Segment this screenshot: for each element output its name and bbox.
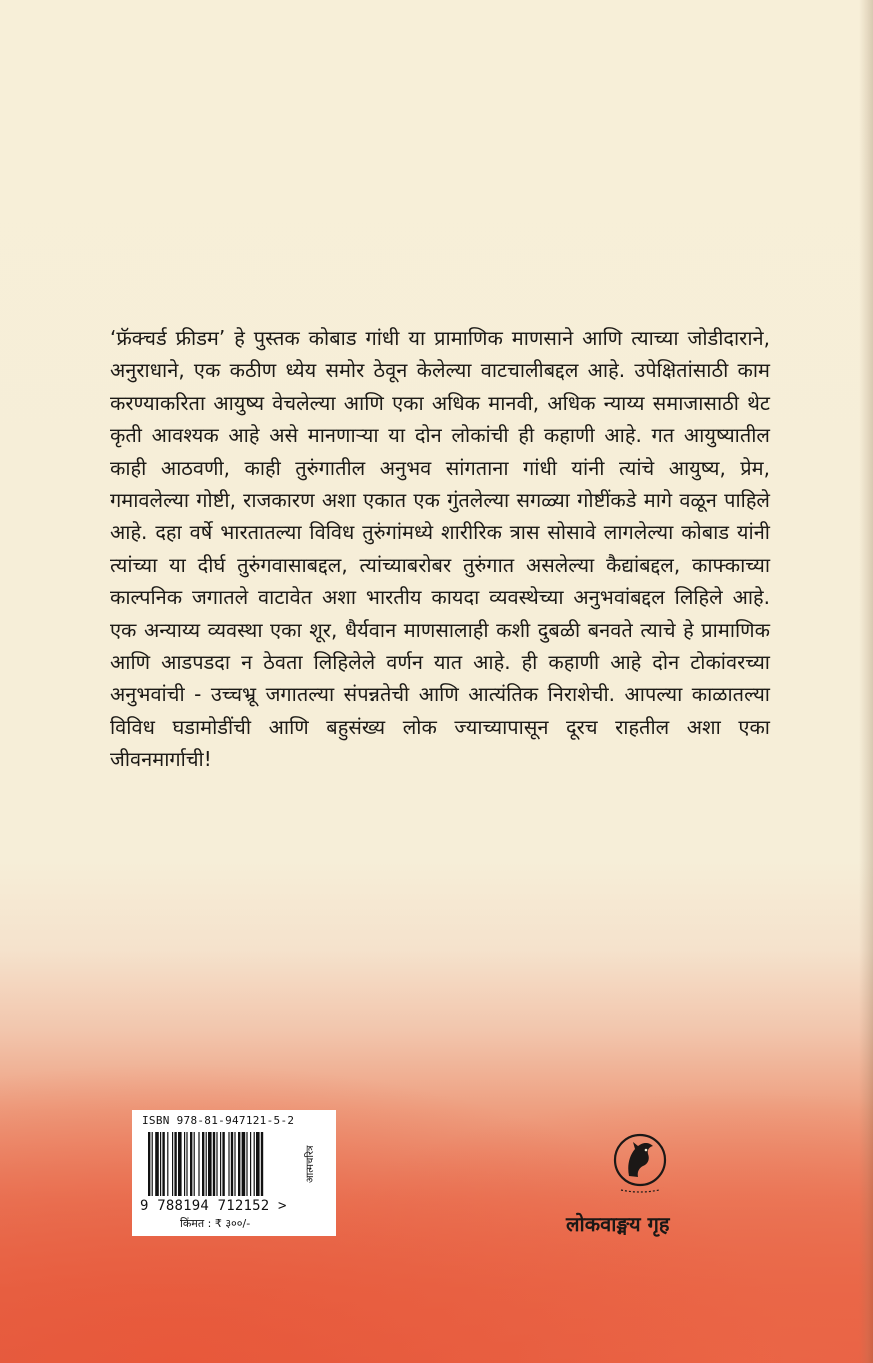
price-label: किंमत : ₹ ३००/- xyxy=(180,1217,251,1230)
barcode-digits: 9 788194 712152 > xyxy=(140,1198,287,1214)
genre-label: आत्मचरित्र xyxy=(305,1145,316,1183)
horse-head-logo-icon xyxy=(607,1130,673,1196)
isbn-number: ISBN 978-81-947121-5-2 xyxy=(142,1114,295,1127)
isbn-barcode-label xyxy=(132,1110,336,1236)
back-cover-blurb xyxy=(110,322,770,776)
spine-edge xyxy=(859,0,873,1363)
barcode-icon xyxy=(148,1132,298,1196)
publisher-name: लोकवाङ्मय गृह xyxy=(566,1212,670,1236)
blurb-text: ‘फ्रॅक्चर्ड फ्रीडम’ हे पुस्तक कोबाड गांधी या प्रामाणिक माणसाने आणि त्याच्या जोडीदाराने, अनुराधाने, एक कठीण ध्येय समोर ठेवून केलेल्या वाटचालीबद्दल आहे. उपेक्षितांसाठी काम करण्याकरिता आयुष्य वेचलेल्या आणि एका अधिक मानवी, अधिक न्याय्य समाजासाठी थेट कृती आवश्यक आहे असे मानणाऱ्या या दोन लोकांची ही कहाणी आहे. गत आयुष्यातील काही आठवणी, काही तुरुंगातील अनुभव सांगताना गांधी यांनी त्यांचे आयुष्य, प्रेम, गमावलेल्या गोष्टी, राजकारण अशा एकात एक गुंतलेल्या सगळ्या गोष्टींकडे मागे वळून पाहिले आहे. दहा वर्षे भारतातल्या विविध तुरुंगांमध्ये शारीरिक त्रास सोसावे लागलेल्या कोबाड यांनी त्यांच्या या दीर्घ तुरुंगवासाबद्दल, त्यांच्याबरोबर तुरुंगात असलेल्या कैद्यांबद्दल, काफ्काच्या काल्पनिक जगातले वाटावेत अशा भारतीय कायदा व्यवस्थेच्या अनुभवांबद्दल लिहिले आहे. एक अन्याय्य व्यवस्था एका शूर, धैर्यवान माणसालाही कशी दुबळी बनवते त्याचे हे प्रामाणिक आणि आडपडदा न ठेवता लिहिलेले वर्णन यात आहे. ही कहाणी आहे दोन टोकांवरच्या अनुभवांची - उच्चभ्रू जगातल्या संपन्नतेची आणि आत्यंतिक निराशेची. आपल्या काळातल्या विविध घडामोडींची आणि बहुसंख्य लोक ज्याच्यापासून दूरच राहतील अशा एका जीवनमार्गाची! xyxy=(110,326,770,772)
